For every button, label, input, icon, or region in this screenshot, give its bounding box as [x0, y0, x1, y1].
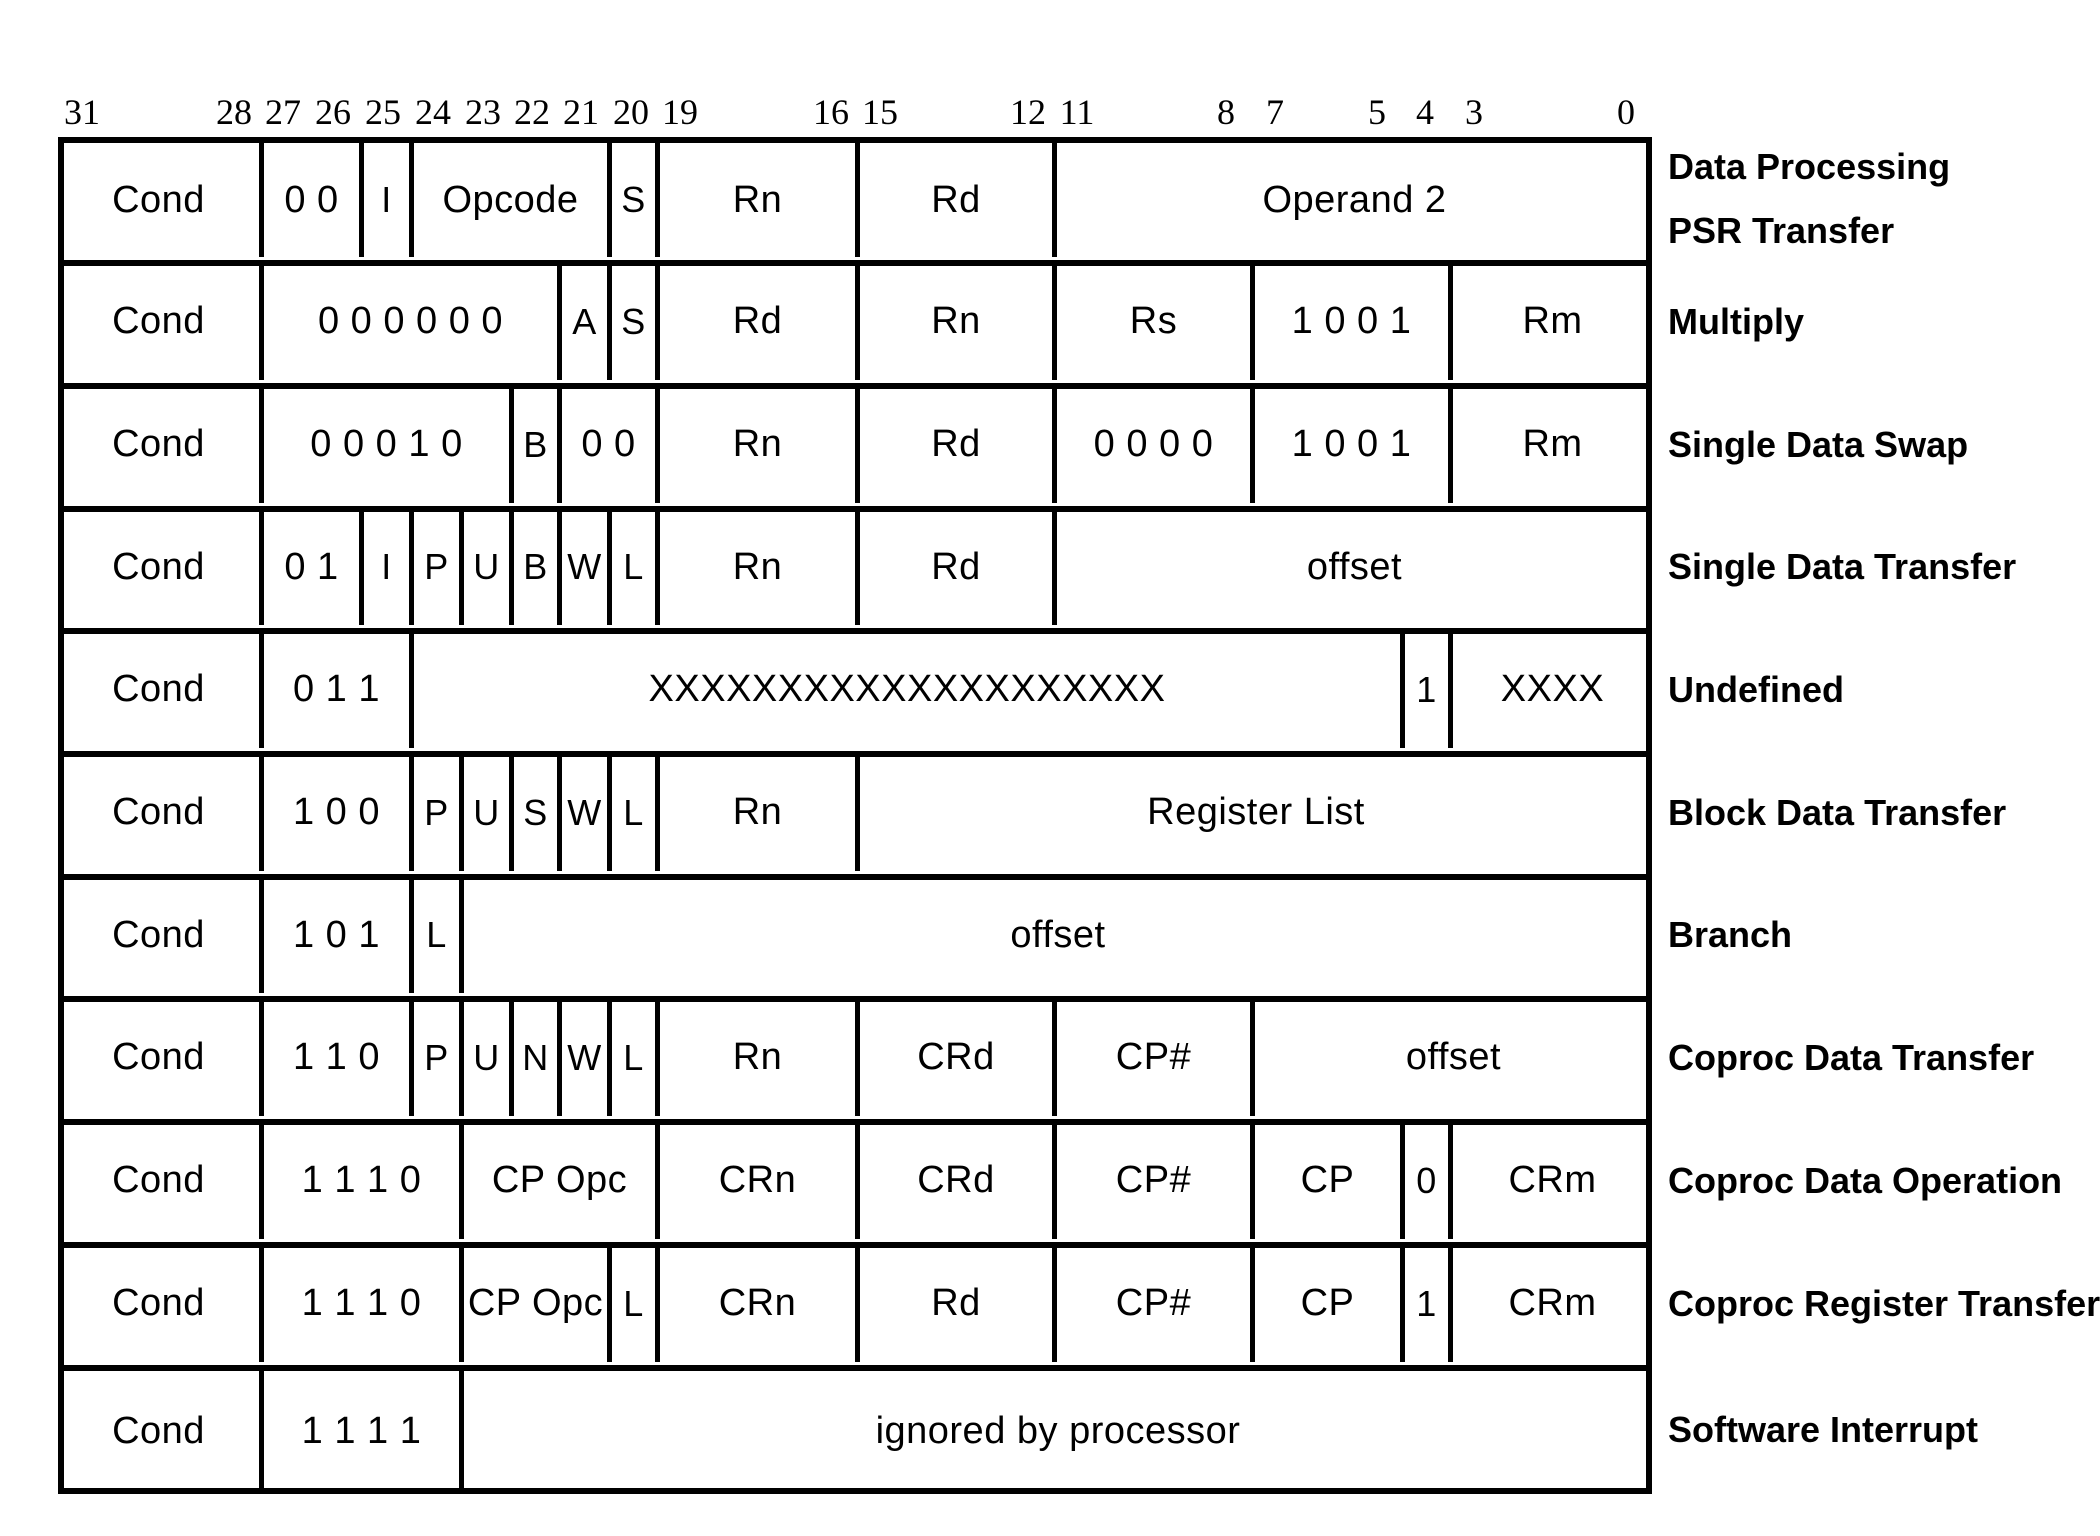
bit-field: Rd: [855, 1245, 1052, 1362]
bit-field: CP Opc: [459, 1245, 607, 1362]
bit-number: 26: [315, 92, 351, 132]
row-label: Undefined: [1668, 668, 1844, 710]
bit-field: 1: [1400, 1245, 1448, 1362]
bit-field: CP: [1250, 1122, 1400, 1239]
bit-field: CRm: [1448, 1245, 1652, 1362]
bit-field: Cond: [112, 423, 205, 465]
bit-field: CRn: [655, 1122, 855, 1239]
bit-field: W: [557, 999, 607, 1116]
bit-field: I: [359, 143, 409, 257]
bit-number: 31: [64, 92, 100, 132]
bit-field: Cond: [112, 300, 205, 342]
bit-field: U: [459, 999, 509, 1116]
bit-field: offset: [1250, 999, 1652, 1116]
bit-number: 16: [813, 92, 849, 132]
row-label: Multiply: [1668, 300, 1804, 342]
bit-field: U: [459, 754, 509, 871]
row-label: Single Data Transfer: [1668, 546, 2017, 587]
bit-number: 19: [662, 92, 698, 132]
bit-field: Cond: [112, 1036, 205, 1078]
bit-field: offset: [1052, 509, 1652, 625]
bit-field: 0 0 0 1 0: [259, 386, 509, 503]
bit-field: B: [509, 386, 557, 503]
bit-field: Cond: [112, 668, 205, 710]
bit-field: Rn: [655, 509, 855, 625]
bit-field: Rm: [1448, 263, 1652, 380]
bit-field: XXXX: [1448, 631, 1652, 748]
bit-number: 7: [1266, 92, 1284, 132]
bit-field: 0 0 0 0: [1052, 386, 1250, 503]
bit-number: 22: [514, 92, 550, 132]
bit-field: 1 0 0 1: [1250, 386, 1448, 503]
bit-field: Register List: [855, 754, 1652, 871]
bit-field: 1 0 1: [259, 877, 409, 993]
bit-field: Rs: [1052, 263, 1250, 380]
bit-field: 0 1: [259, 509, 359, 625]
bit-field: Cond: [112, 178, 205, 221]
bit-number: 21: [563, 92, 599, 132]
bit-field: offset: [459, 877, 1652, 993]
bit-field: Rn: [655, 754, 855, 871]
bit-field: N: [509, 999, 557, 1116]
bit-field: 1 1 0: [259, 999, 409, 1116]
bit-field: P: [409, 999, 459, 1116]
row-label-line: Data Processing: [1668, 145, 1951, 187]
bit-number: 12: [1010, 92, 1046, 132]
bit-number-header: [0, 0, 2048, 140]
bit-field: Rn: [655, 386, 855, 503]
bit-field: S: [607, 263, 655, 380]
bit-field: CP#: [1052, 1122, 1250, 1239]
bit-field: W: [557, 509, 607, 625]
bit-field: CP#: [1052, 999, 1250, 1116]
bit-field: S: [509, 754, 557, 871]
bit-field: Rm: [1448, 386, 1652, 503]
bit-field: Cond: [112, 913, 205, 956]
bit-field: L: [607, 1245, 655, 1362]
row-label: Block Data Transfer: [1668, 791, 2007, 833]
bit-field: W: [557, 754, 607, 871]
bit-number: 25: [365, 92, 401, 132]
bit-field: Rd: [855, 509, 1052, 625]
bit-field: L: [607, 999, 655, 1116]
row-label: Branch: [1668, 914, 1793, 955]
bit-field: B: [509, 509, 557, 625]
bit-field: Rd: [655, 263, 855, 380]
bit-field: L: [607, 509, 655, 625]
bit-field: Opcode: [409, 143, 607, 257]
bit-number: 5: [1368, 92, 1386, 132]
bit-field: Cond: [112, 545, 205, 588]
bit-field: CRm: [1448, 1122, 1652, 1239]
bit-field: CRn: [655, 1245, 855, 1362]
bit-field: 0 0 0 0 0 0: [259, 263, 557, 380]
bit-field: 1 1 1 0: [259, 1122, 459, 1239]
bit-field: Rn: [655, 143, 855, 257]
bit-field: Cond: [112, 791, 205, 833]
bit-field: ignored by processor: [459, 1368, 1652, 1494]
bit-field: Rd: [855, 143, 1052, 257]
bit-number: 3: [1465, 92, 1483, 132]
bit-field: U: [459, 509, 509, 625]
bit-field: Cond: [112, 1282, 205, 1324]
bit-field: CRd: [855, 1122, 1052, 1239]
bit-field: 1: [1400, 631, 1448, 748]
bit-number: 27: [265, 92, 301, 132]
bit-field: 0 1 1: [259, 631, 409, 748]
bit-number: 15: [862, 92, 898, 132]
bit-field: L: [607, 754, 655, 871]
bit-field: 0 0: [557, 386, 655, 503]
row-label-line: PSR Transfer: [1668, 209, 1895, 251]
bit-field: A: [557, 263, 607, 380]
bit-number: 28: [216, 92, 252, 132]
bit-number: 4: [1416, 92, 1434, 132]
bit-field: P: [409, 754, 459, 871]
bit-field: CRd: [855, 999, 1052, 1116]
row-label: Single Data Swap: [1668, 423, 1969, 465]
bit-field: 1 0 0 1: [1250, 263, 1448, 380]
bit-field: Rn: [655, 999, 855, 1116]
bit-number: 0: [1617, 92, 1635, 132]
bit-field: 1 1 1 0: [259, 1245, 459, 1362]
bit-field: Operand 2: [1052, 143, 1652, 257]
row-label: [1668, 135, 1950, 263]
bit-field: Cond: [112, 1409, 205, 1452]
bit-field: Cond: [112, 1159, 205, 1201]
bit-field: Rn: [855, 263, 1052, 380]
bit-field: XXXXXXXXXXXXXXXXXXXX: [409, 631, 1400, 748]
bit-number: 24: [415, 92, 451, 132]
bit-field: 1 0 0: [259, 754, 409, 871]
bit-field: Rd: [855, 386, 1052, 503]
bit-field: 0 0: [259, 143, 359, 257]
instruction-format-table: [58, 137, 1652, 1494]
bit-field: 0: [1400, 1122, 1448, 1239]
row-label: Software Interrupt: [1668, 1408, 1979, 1450]
bit-field: I: [359, 509, 409, 625]
bit-field: L: [409, 877, 459, 993]
bit-field: P: [409, 509, 459, 625]
bit-number: 8: [1217, 92, 1235, 132]
row-label: Coproc Data Transfer: [1668, 1036, 2035, 1078]
bit-field: 1 1 1 1: [259, 1368, 459, 1494]
row-label: Coproc Data Operation: [1668, 1159, 2063, 1201]
bit-field: CP: [1250, 1245, 1400, 1362]
bit-number: 20: [613, 92, 649, 132]
bit-number: 23: [465, 92, 501, 132]
bit-number: 11: [1059, 92, 1095, 132]
bit-field: S: [607, 143, 655, 257]
bit-field: CP Opc: [459, 1122, 655, 1239]
row-label: Coproc Register Transfer: [1668, 1282, 2100, 1324]
bit-field: CP#: [1052, 1245, 1250, 1362]
